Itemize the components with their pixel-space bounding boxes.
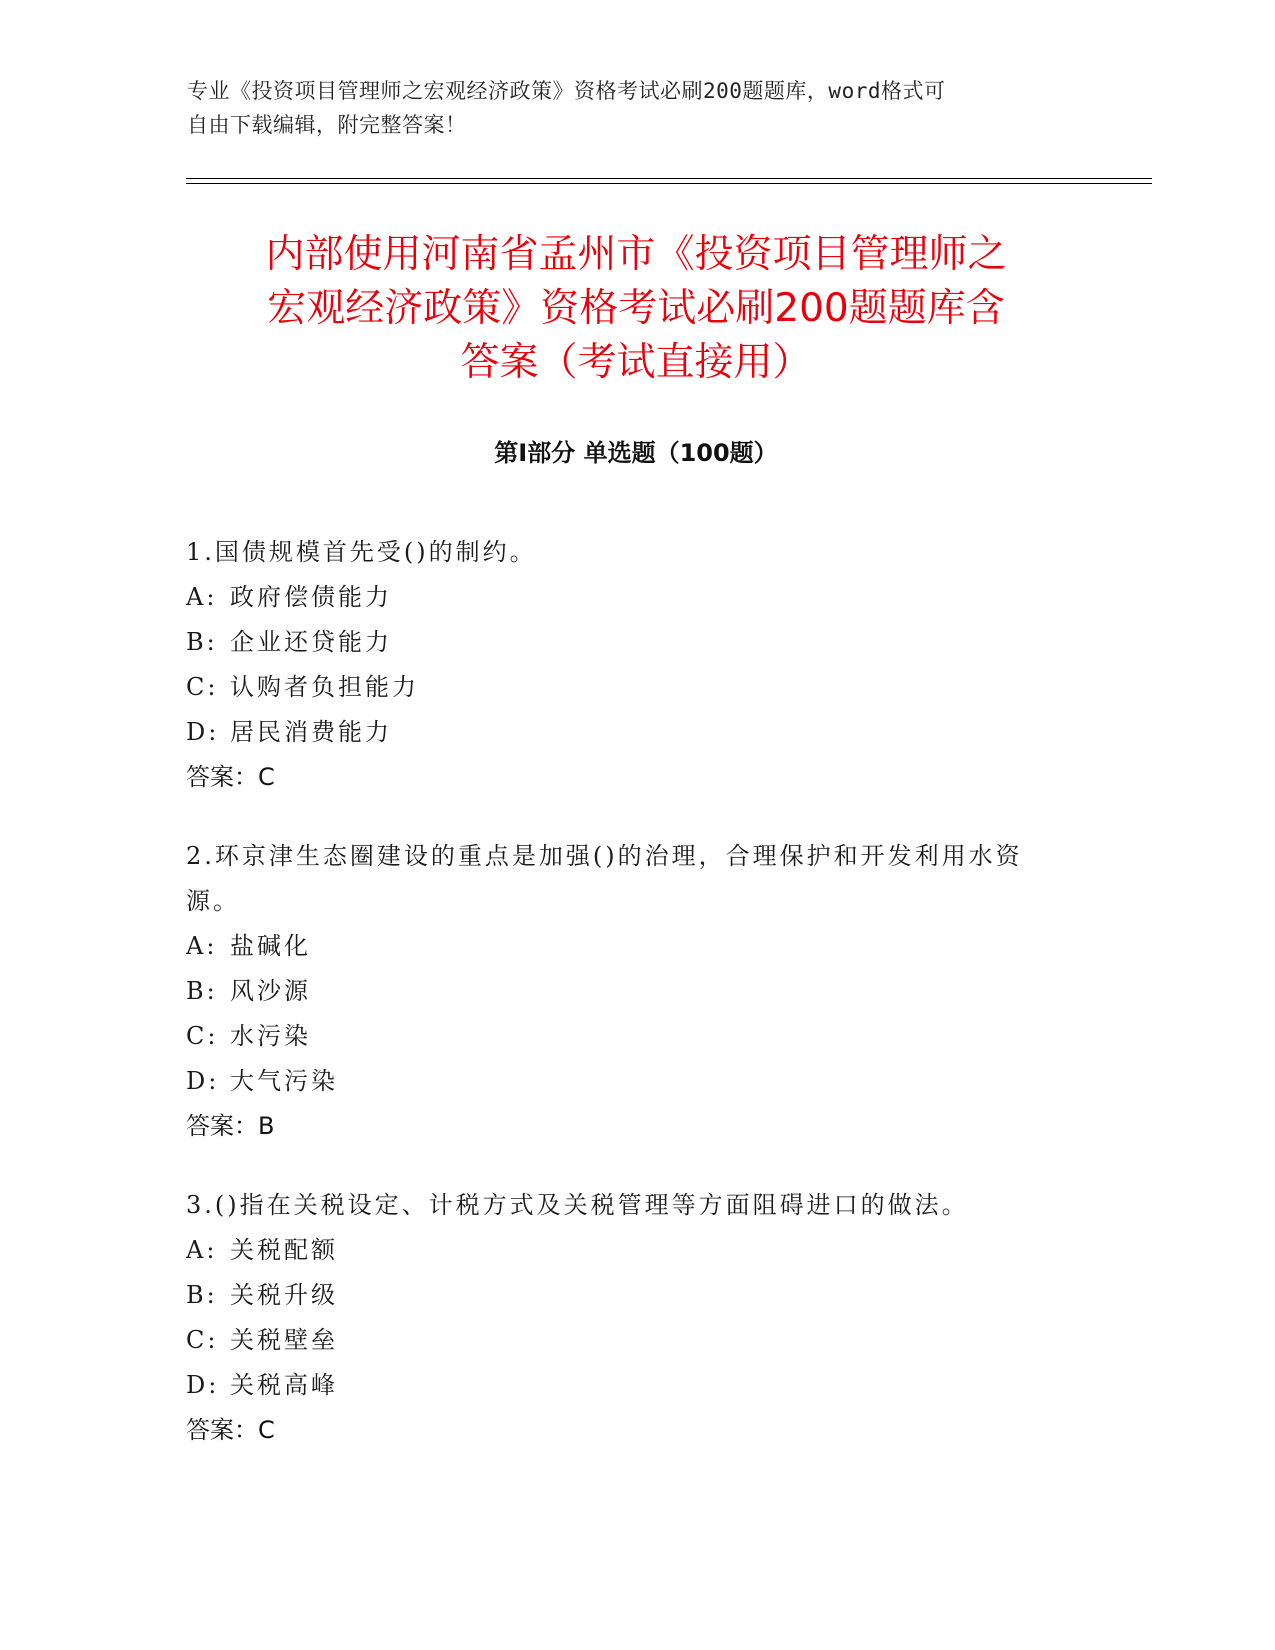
option-text: 关税高峰 [230, 1371, 338, 1399]
option-d [186, 1059, 1066, 1104]
question-stem: 1.国债规模首先受()的制约。 [186, 538, 537, 566]
question-answer: 答案：C [186, 763, 275, 791]
option-key: A: [186, 583, 218, 611]
option-b [186, 1273, 1066, 1318]
option-a [186, 924, 1066, 969]
option-key: D: [186, 1371, 220, 1399]
option-text: 盐碱化 [230, 932, 311, 960]
option-key: A: [186, 1236, 218, 1264]
option-b [186, 620, 1066, 665]
document-title-line-2: 宏观经济政策》资格考试必刷200题题库含 [267, 286, 1005, 331]
question-list [186, 530, 1066, 1487]
option-text: 企业还贷能力 [230, 628, 392, 656]
header-divider-bottom [186, 183, 1152, 184]
option-c [186, 1318, 1066, 1363]
option-text: 水污染 [230, 1022, 311, 1050]
option-c [186, 1014, 1066, 1059]
option-text: 居民消费能力 [230, 718, 392, 746]
option-a [186, 575, 1066, 620]
option-d [186, 710, 1066, 755]
option-text: 政府偿债能力 [230, 583, 392, 611]
option-text: 关税配额 [230, 1236, 338, 1264]
section-title: 第Ⅰ部分 单选题（100题） [494, 439, 778, 467]
question-1 [186, 530, 1066, 800]
option-key: B: [186, 977, 218, 1005]
option-key: C: [186, 1326, 219, 1354]
option-key: C: [186, 1022, 219, 1050]
header-note-line-2: 自由下载编辑，附完整答案！ [187, 113, 467, 137]
option-a [186, 1228, 1066, 1273]
option-key: A: [186, 932, 218, 960]
option-key: D: [186, 1067, 220, 1095]
option-key: B: [186, 1281, 218, 1309]
option-text: 关税壁垒 [230, 1326, 338, 1354]
question-answer: 答案：B [186, 1112, 275, 1140]
option-text: 关税升级 [230, 1281, 338, 1309]
option-key: D: [186, 718, 220, 746]
question-answer: 答案：C [186, 1416, 275, 1444]
option-text: 大气污染 [230, 1067, 338, 1095]
question-stem: 3.()指在关税设定、计税方式及关税管理等方面阻碍进口的做法。 [186, 1191, 969, 1219]
question-2 [186, 834, 1066, 1149]
option-c [186, 665, 1066, 710]
option-b [186, 969, 1066, 1014]
option-text: 风沙源 [230, 977, 311, 1005]
option-d [186, 1363, 1066, 1408]
question-3 [186, 1183, 1066, 1453]
header-note-line-1: 专业《投资项目管理师之宏观经济政策》资格考试必刷200题题库，word格式可 [187, 79, 946, 103]
document-title-line-3: 答案（考试直接用） [460, 340, 812, 385]
document-title-line-1: 内部使用河南省孟州市《投资项目管理师之 [265, 232, 1007, 277]
header-note [187, 74, 1067, 142]
question-stem: 2.环京津生态圈建设的重点是加强()的治理，合理保护和开发利用水资源。 [186, 842, 1023, 915]
option-key: B: [186, 628, 218, 656]
option-key: C: [186, 673, 219, 701]
header-divider-top [186, 178, 1152, 179]
option-text: 认购者负担能力 [230, 673, 419, 701]
document-title [186, 228, 1086, 390]
